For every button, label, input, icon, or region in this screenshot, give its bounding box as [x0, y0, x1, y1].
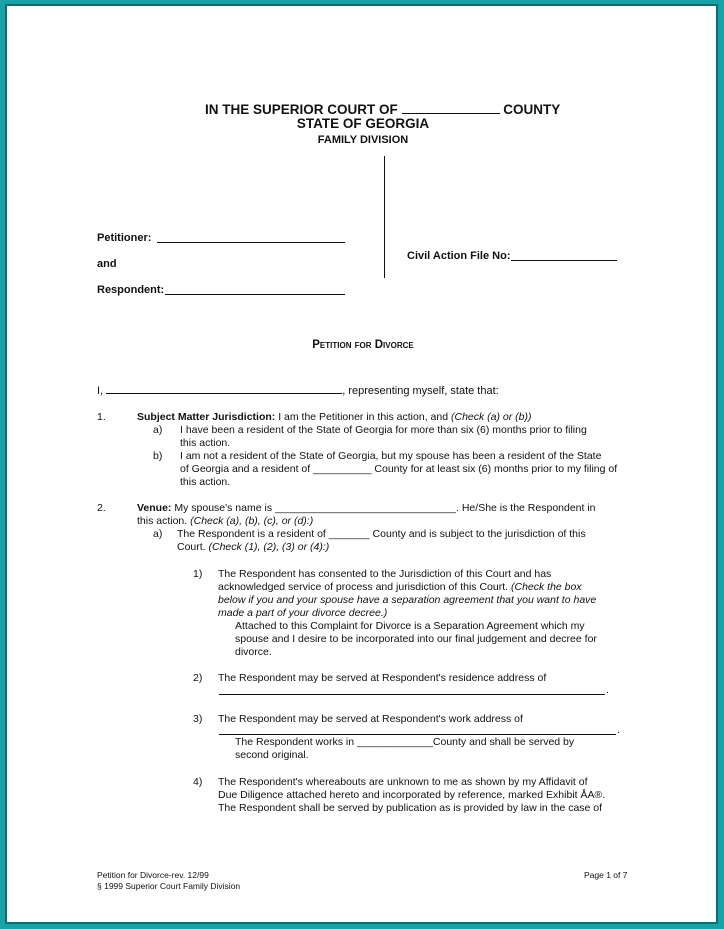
section2-a-label: a): [153, 528, 163, 540]
section1-a-label: a): [153, 424, 163, 436]
item3-line1: The Respondent may be served at Respondent's work address of: [218, 713, 523, 725]
section1-heading: Subject Matter Jurisdiction:: [137, 411, 276, 423]
item3-sub2: second original.: [235, 749, 309, 761]
item3-sub1: The Respondent works in _____________County and shall be served by: [235, 736, 575, 748]
section1-a-line2: this action.: [180, 437, 231, 449]
section2-line2: [137, 515, 313, 528]
item2-label: 2): [193, 672, 203, 684]
section2-number: 2.: [97, 502, 106, 514]
item1-sub1: Attached to this Complaint for Divorce is a Separation Agreement which my: [235, 620, 585, 632]
item1-line1: The Respondent has consented to the Jurisdiction of this Court and has: [218, 568, 552, 580]
section1-b-line1: I am not a resident of the State of Georgia, but my spouse has been a resident of the State: [180, 450, 602, 462]
footer-form-id: Petition for Divorce-rev. 12/99: [97, 870, 209, 880]
section2-text: My spouse's name is _______________________________. He/She is the Respondent in: [174, 502, 596, 514]
section2-line2-text: this action.: [137, 515, 188, 527]
document-title: Petition for Divorce: [312, 339, 414, 351]
item4-label: 4): [193, 776, 203, 788]
court-heading-suffix: COUNTY: [503, 102, 561, 117]
section1-heading-line: [137, 411, 532, 424]
item1-label: 1): [193, 568, 203, 580]
court-heading: [205, 101, 560, 117]
division-heading: FAMILY DIVISION: [317, 134, 409, 146]
name-blank: [106, 382, 342, 394]
section1-instruction: (Check (a) or (b)): [450, 411, 532, 423]
item1-line2: [218, 581, 582, 594]
intro-line: [97, 382, 499, 398]
section2-a-instruction: (Check (1), (2), (3) or (4):): [208, 541, 330, 553]
section2-a-line2: [177, 541, 329, 554]
petitioner-line: [157, 242, 345, 243]
section2-a-line1: The Respondent is a resident of _______ County and is subject to the jurisdiction of this: [177, 528, 586, 540]
item1-sub3: divorce.: [235, 646, 272, 658]
county-blank: [402, 101, 500, 114]
item3-period: .: [617, 724, 620, 736]
document-page: [5, 4, 718, 924]
section2-heading-line: [137, 502, 596, 515]
item4-line1: The Respondent's whereabouts are unknown to me as shown by my Affidavit of: [218, 776, 588, 788]
item1-line3: below if you and your spouse have a separation agreement that you want to have: [218, 594, 597, 606]
section1-a-line1: I have been a resident of the State of Georgia for more than six (6) months prior to filing: [180, 424, 587, 436]
state-heading: STATE OF GEORGIA: [296, 116, 430, 131]
item3-address-line: [219, 734, 616, 735]
intro-prefix: I,: [97, 385, 104, 397]
item1-line4: made a part of your divorce decree.): [218, 607, 388, 619]
footer-page-number: Page 1 of 7: [584, 870, 628, 880]
court-heading-prefix: IN THE SUPERIOR COURT OF: [205, 102, 398, 117]
section2-a-court: Court.: [177, 541, 206, 553]
item1-line2-italic: (Check the box: [510, 581, 582, 593]
respondent-label: Respondent:: [97, 284, 165, 296]
item2-line1: The Respondent may be served at Respondent's residence address of: [218, 672, 547, 684]
item2-address-line: [219, 694, 605, 695]
item1-sub2: spouse and I desire to be incorporated into our final judgement and decree for: [235, 633, 597, 645]
section2-instruction: (Check (a), (b), (c), or (d):): [190, 515, 314, 527]
section1-b-label: b): [153, 450, 163, 462]
section1-text: I am the Petitioner in this action, and: [278, 411, 449, 423]
item2-period: .: [606, 684, 609, 696]
section1-b-line2: of Georgia and a resident of __________ County for at least six (6) months prior to my filing of: [180, 463, 618, 475]
footer-copyright: § 1999 Superior Court Family Division: [97, 881, 241, 891]
section1-b-line3: this action.: [180, 476, 231, 488]
petitioner-label: Petitioner:: [97, 232, 152, 244]
intro-suffix: , representing myself, state that:: [342, 385, 499, 397]
item3-label: 3): [193, 713, 203, 725]
respondent-line: [165, 294, 345, 295]
civil-action-line: [511, 260, 617, 261]
section2-heading: Venue:: [137, 502, 172, 514]
civil-action-label: Civil Action File No:: [407, 250, 511, 262]
item1-line2-text: acknowledged service of process and jurisdiction of this Court.: [218, 581, 509, 593]
item4-line2: Due Diligence attached hereto and incorporated by reference, marked Exhibit ÅA®.: [218, 789, 606, 801]
caption-divider: [384, 156, 385, 278]
section1-number: 1.: [97, 411, 106, 423]
and-label: and: [97, 258, 117, 270]
item4-line3: The Respondent shall be served by publication as is provided by law in the case of: [218, 802, 603, 814]
